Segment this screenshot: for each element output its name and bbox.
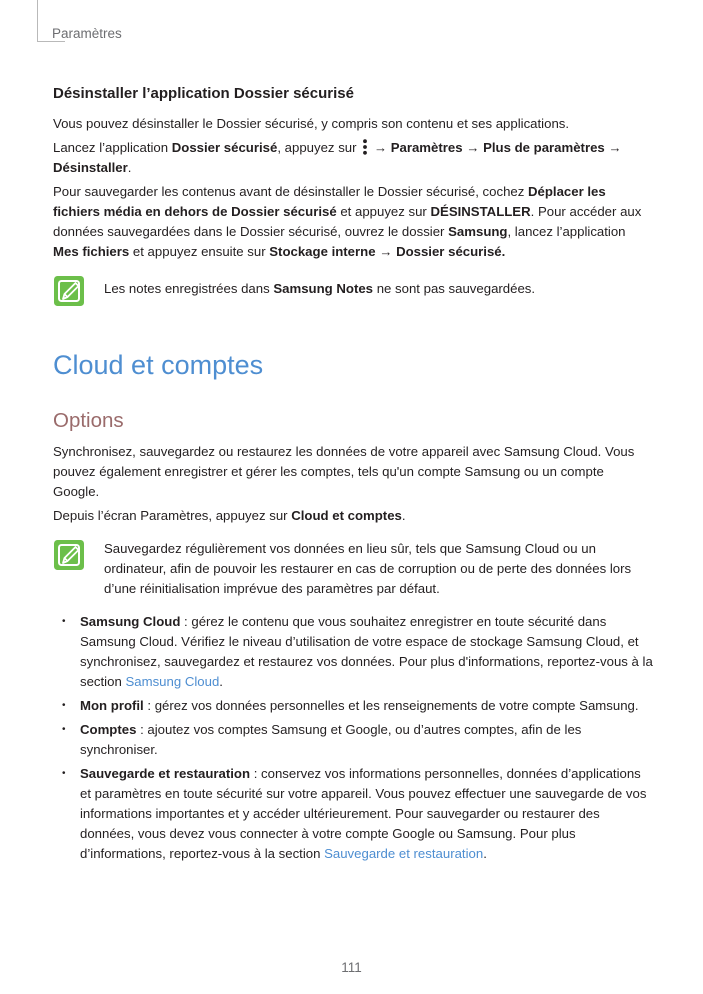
page-number: 111	[341, 960, 362, 975]
corner-mark-vertical	[37, 0, 38, 42]
options-intro: Synchronisez, sauvegardez ou restaurez les données de votre appareil avec Samsung Cloud. Vous pouvez également enregistrer et gérer les comptes, tels qu'un compte Samsung ou un compte Google.	[53, 444, 635, 499]
running-header: Paramètres	[52, 26, 122, 41]
link-sauvegarde-restauration[interactable]: Sauvegarde et restauration	[324, 846, 484, 861]
uninstall-steps: Lancez l’application Dossier sécurisé, appuyez sur → Paramètres → Plus de paramètres → Désinstaller.	[53, 140, 622, 175]
corner-mark-horizontal	[37, 41, 65, 42]
list-item-comptes: • Comptes : ajoutez vos comptes Samsung et Google, ou d’autres comptes, afin de les synchroniser.	[53, 720, 653, 760]
note-pencil-icon	[53, 275, 85, 307]
note-samsung-notes: Les notes enregistrées dans Samsung Notes ne sont pas sauvegardées.	[53, 275, 653, 299]
options-heading: Options	[53, 409, 124, 432]
link-samsung-cloud[interactable]: Samsung Cloud	[125, 674, 220, 689]
options-navigation: Depuis l’écran Paramètres, appuyez sur Cloud et comptes.	[53, 508, 406, 523]
list-item-mon-profil: • Mon profil : gérez vos données personnelles et les renseignements de votre compte Samsung.	[53, 696, 653, 716]
list-item-samsung-cloud: • Samsung Cloud : gérez le contenu que vous souhaitez enregistrer en toute sécurité dans Samsung Cloud. Vérifiez le niveau d’utilisation de votre espace de stockage Samsung Cloud, et synchronisez, sauvegardez et restaurez vos données. Pour plus d'informations, reportez-vous à la section Samsung Cloud.	[53, 612, 653, 692]
list-item-sauvegarde: • Sauvegarde et restauration : conservez vos informations personnelles, données d’applications et paramètres en toute sécurité sur votre appareil. Vous pouvez effectuer une sauvegarde de vos informations importantes et y accéder ultérieurement. Pour sauvegarder ou restaurer des données, vous devez vous connecter à votre compte Google ou Samsung. Pour plus d’informations, reportez-vous à la section Sauvegarde et restauration.	[53, 764, 653, 864]
note-backup-advice: Sauvegardez régulièrement vos données en lieu sûr, tels que Samsung Cloud ou un ordinateur, afin de pouvoir les restaurer en cas de corruption ou de perte des données lors d’une réinitialisation imprévue des paramètres par défaut.	[53, 539, 653, 599]
uninstall-backup-instructions: Pour sauvegarder les contenus avant de désinstaller le Dossier sécurisé, cochez Déplacer les fichiers média en dehors de Dossier sécurisé et appuyez sur DÉSINSTALLER. Pour accéder aux données sauvegardées dans le Dossier sécurisé, ouvrez le dossier Samsung, lancez l’application Mes fichiers et appuyez ensuite sur Stockage interne → Dossier sécurisé.	[53, 184, 642, 259]
page-content	[53, 83, 653, 868]
more-options-icon	[362, 139, 368, 155]
uninstall-intro: Vous pouvez désinstaller le Dossier sécurisé, y compris son contenu et ses applications.	[53, 116, 570, 131]
note-pencil-icon	[53, 539, 85, 571]
chapter-title: Cloud et comptes	[53, 350, 264, 380]
uninstall-heading: Désinstaller l’application Dossier sécurisé	[53, 85, 354, 102]
options-list	[53, 612, 653, 864]
